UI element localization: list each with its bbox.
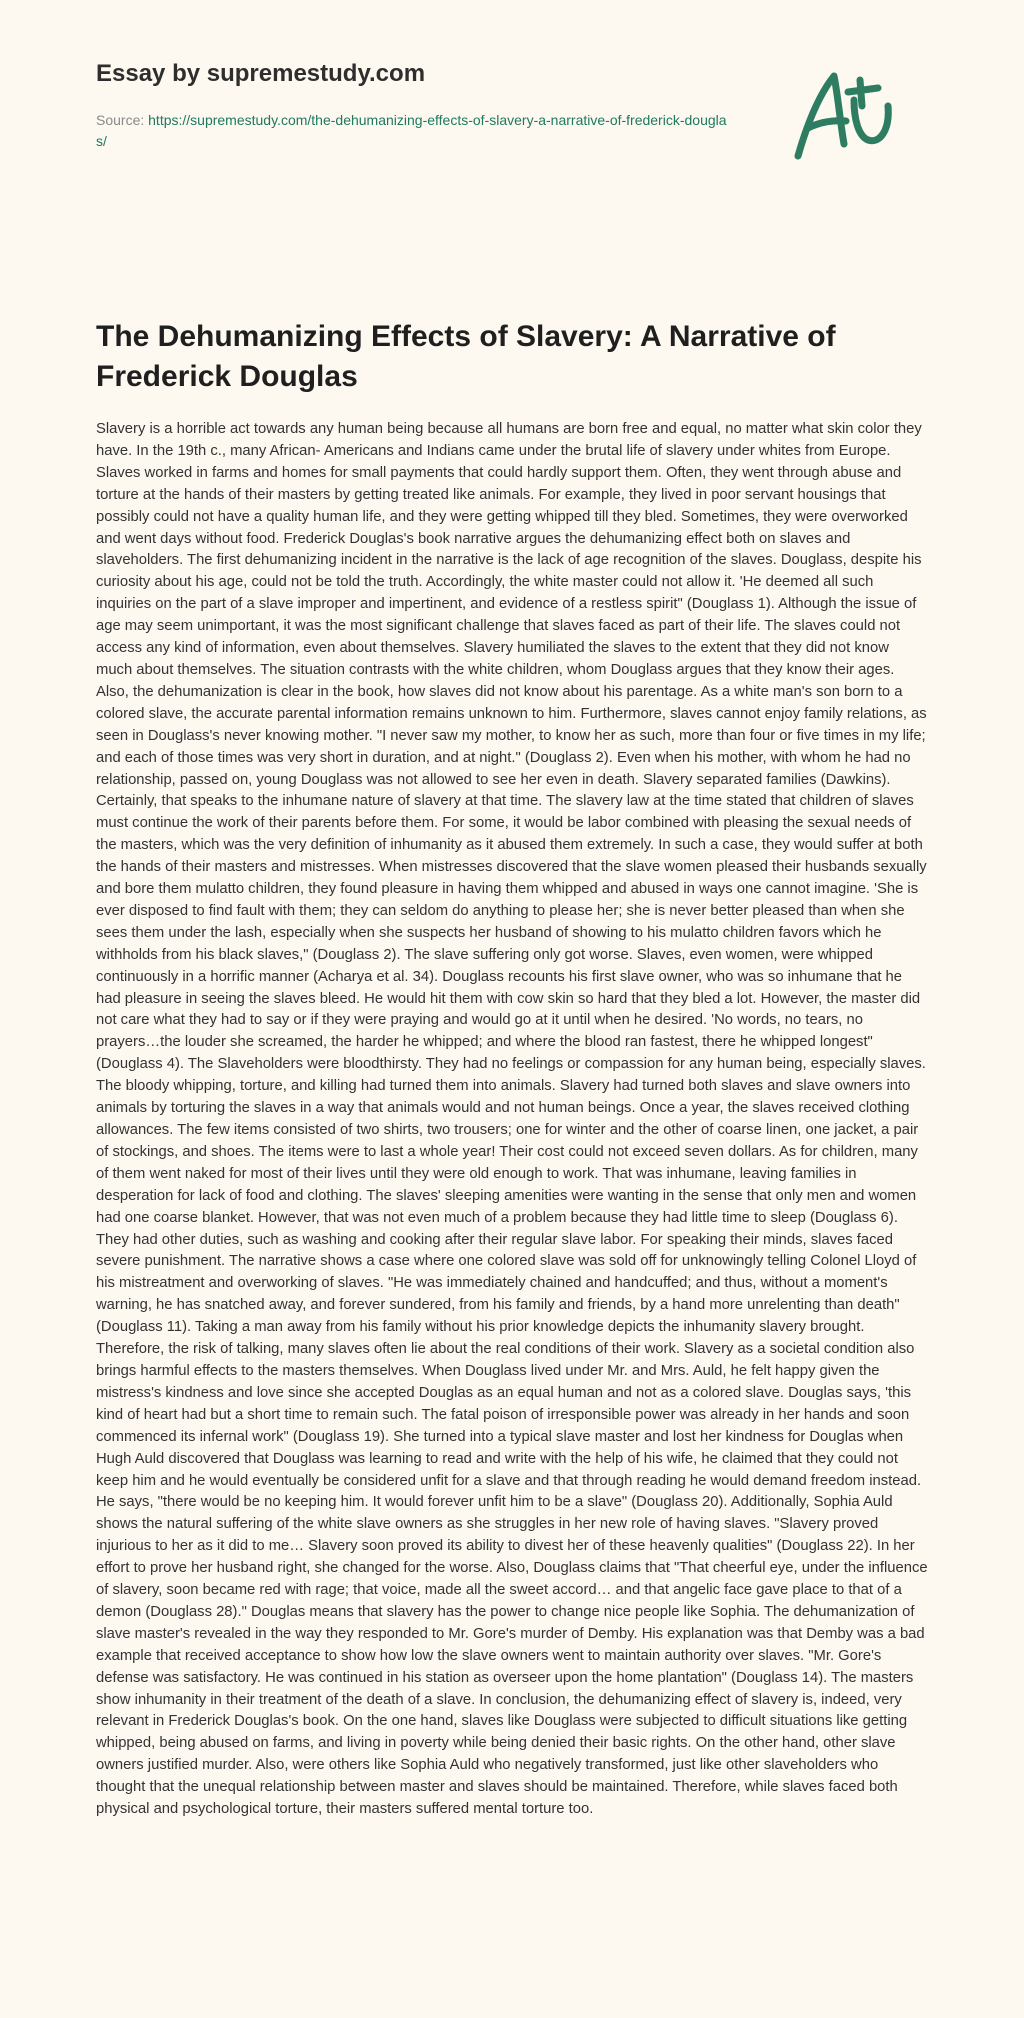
essay-body: Slavery is a horrible act towards any human being because all humans are born free and equal, no matter what skin color they have. In the 19th c., many African- Americans and Indians came under the brutal life of slavery under whites from Europe. Slaves worked in farms and homes for small payments that could hardly support them. Often, they went through abuse and torture at the hands of their masters by getting treated like animals. For example, they lived in poor servant housings that possibly could not have a quality human life, and they were getting whipped till they bled. Sometimes, they were overworked and went days without food. Frederick Douglas's book narrative argues the dehumanizing effect both on slaves and slaveholders. The first dehumanizing incident in the narrative is the lack of age recognition of the slaves. Douglass, despite his curiosity about his age, could not be told the truth. Accordingly, the white master could not allow it. 'He deemed all such inquiries on the part of a slave improper and impertinent, and evidence of a restless spirit" (Douglass 1). Although the issue of age may seem unimportant, it was the most significant challenge that slaves faced as part of their life. The slaves could not access any kind of information, even about themselves. Slavery humiliated the slaves to the extent that they did not know much about themselves. The situation contrasts with the white children, whom Douglass argues that they know their ages. Also, the dehumanization is clear in the book, how slaves did not know about his parentage. As a white man's son born to a colored slave, the accurate parental information remains unknown to him. Furthermore, slaves cannot enjoy family relations, as seen in Douglass's never knowing mother. "I never saw my mother, to know her as such, more than four or five times in my life; and each of those times was very short in duration, and at night." (Douglass 2). Even when his mother, with whom he had no relationship, passed on, young Douglass was not allowed to see her even in death. Slavery separated families (Dawkins). Certainly, that speaks to the inhumane nature of slavery at that time. The slavery law at the time stated that children of slaves must continue the work of their parents before them. For some, it would be labor combined with pleasing the sexual needs of the masters, which was the very definition of inhumanity as it abused them extremely. In such a case, they would suffer at both the hands of their masters and mistresses. When mistresses discovered that the slave women pleased their husbands sexually and bore them mulatto children, they found pleasure in having them whipped and abused in ways one cannot imagine. 'She is ever disposed to find fault with them; they can seldom do anything to please her; she is never better pleased than when she sees them under the lash, especially when she suspects her husband of showing to his mulatto children favors which he withholds from his black slaves," (Douglass 2). The slave suffering only got worse. Slaves, even women, were whipped continuously in a horrific manner (Acharya et al. 34). Douglass recounts his first slave owner, who was so inhumane that he had pleasure in seeing the slaves bleed. He would hit them with cow skin so hard that they bled a lot. However, the master did not care what they had to say or if they were praying and would go at it until when he desired. 'No words, no tears, no prayers…the louder she screamed, the harder he whipped; and where the blood ran fastest, there he whipped longest" (Douglass 4). The Slaveholders were bloodthirsty. They had no feelings or compassion for any human being, especially slaves. The bloody whipping, torture, and killing had turned them into animals. Slavery had turned both slaves and slave owners into animals by torturing the slaves in a way that animals would and not human beings. Once a year, the slaves received clothing allowances. The few items consisted of two shirts, two trousers; one for winter and the other of coarse linen, one jacket, a pair of stockings, and shoes. The items were to last a whole year! Their cost could not exceed seven dollars. As for children, many of them went naked for most of their lives until they were old enough to work. That was inhumane, leaving families in desperation for lack of food and clothing. The slaves' sleeping amenities were wanting in the sense that only men and women had one coarse blanket. However, that was not even much of a problem because they had little time to sleep (Douglass 6). They had other duties, such as washing and cooking after their regular slave labor. For speaking their minds, slaves faced severe punishment. The narrative shows a case where one colored slave was sold off for unknowingly telling Colonel Lloyd of his mistreatment and overworking of slaves. "He was immediately chained and handcuffed; and thus, without a moment's warning, he has snatched away, and forever sundered, from his family and friends, by a hand more unrelenting than death" (Douglass 11). Taking a man away from his family without his prior knowledge depicts the inhumanity slavery brought. Therefore, the risk of talking, many slaves often lie about the real conditions of their work. Slavery as a societal condition also brings harmful effects to the masters themselves. When Douglass lived under Mr. and Mrs. Auld, he felt happy given the mistress's kindness and love since she accepted Douglas as an equal human and not as a colored slave. Douglas says, 'this kind of heart had but a short time to remain such. The fatal poison of irresponsible power was already in her hands and soon commenced its infernal work" (Douglass 19). She turned into a typical slave master and lost her kindness for Douglas when Hugh Auld discovered that Douglass was learning to read and write with the help of his wife, he claimed that they could not keep him and he would eventually be considered unfit for a slave and that through reading he would demand freedom instead. He says, "there would be no keeping him. It would forever unfit him to be a slave" (Douglass 20). Additionally, Sophia Auld shows the natural suffering of the white slave owners as she struggles in her new role of having slaves. "Slavery proved injurious to her as it did to me… Slavery soon proved its ability to divest her of these heavenly qualities" (Douglass 22). In her effort to prove her husband right, she changed for the worse. Also, Douglass claims that "That cheerful eye, under the influence of slavery, soon became red with rage; that voice, made all the sweet accord… and that angelic face gave place to that of a demon (Douglass 28)." Douglas means that slavery has the power to change nice people like Sophia. The dehumanization of slave master's revealed in the way they responded to Mr. Gore's murder of Demby. His explanation was that Demby was a bad example that received acceptance to show how low the slave owners went to maintain authority over slaves. "Mr. Gore's defense was satisfactory. He was continued in his station as overseer upon the home plantation" (Douglass 14). The masters show inhumanity in their treatment of the death of a slave. In conclusion, the dehumanizing effect of slavery is, indeed, very relevant in Frederick Douglas's book. On the one hand, slaves like Douglass were subjected to difficult situations like getting whipped, being abused on farms, and living in poverty while being denied their basic rights. On the other hand, other slave owners justified murder. Also, were others like Sophia Auld who negatively transformed, just like other slaveholders who thought that the unequal relationship between master and slaves should be maintained. Therefore, while slaves faced both physical and psychological torture, their masters suffered mental torture too. bbox=[96, 421, 928, 1818]
essay-title: The Dehumanizing Effects of Slavery: A Narrative of Frederick Douglas bbox=[96, 320, 836, 393]
source-link[interactable]: https://supremestudy.com/the-dehumanizing-effects-of-slavery-a-narrative-of-frederick-douglas/ bbox=[96, 112, 727, 149]
source-line bbox=[96, 110, 736, 152]
site-title: Essay by supremestudy.com bbox=[96, 60, 426, 87]
a-plus-logo-icon bbox=[788, 66, 898, 166]
page-header bbox=[96, 0, 928, 250]
source-label: Source: bbox=[96, 112, 145, 128]
